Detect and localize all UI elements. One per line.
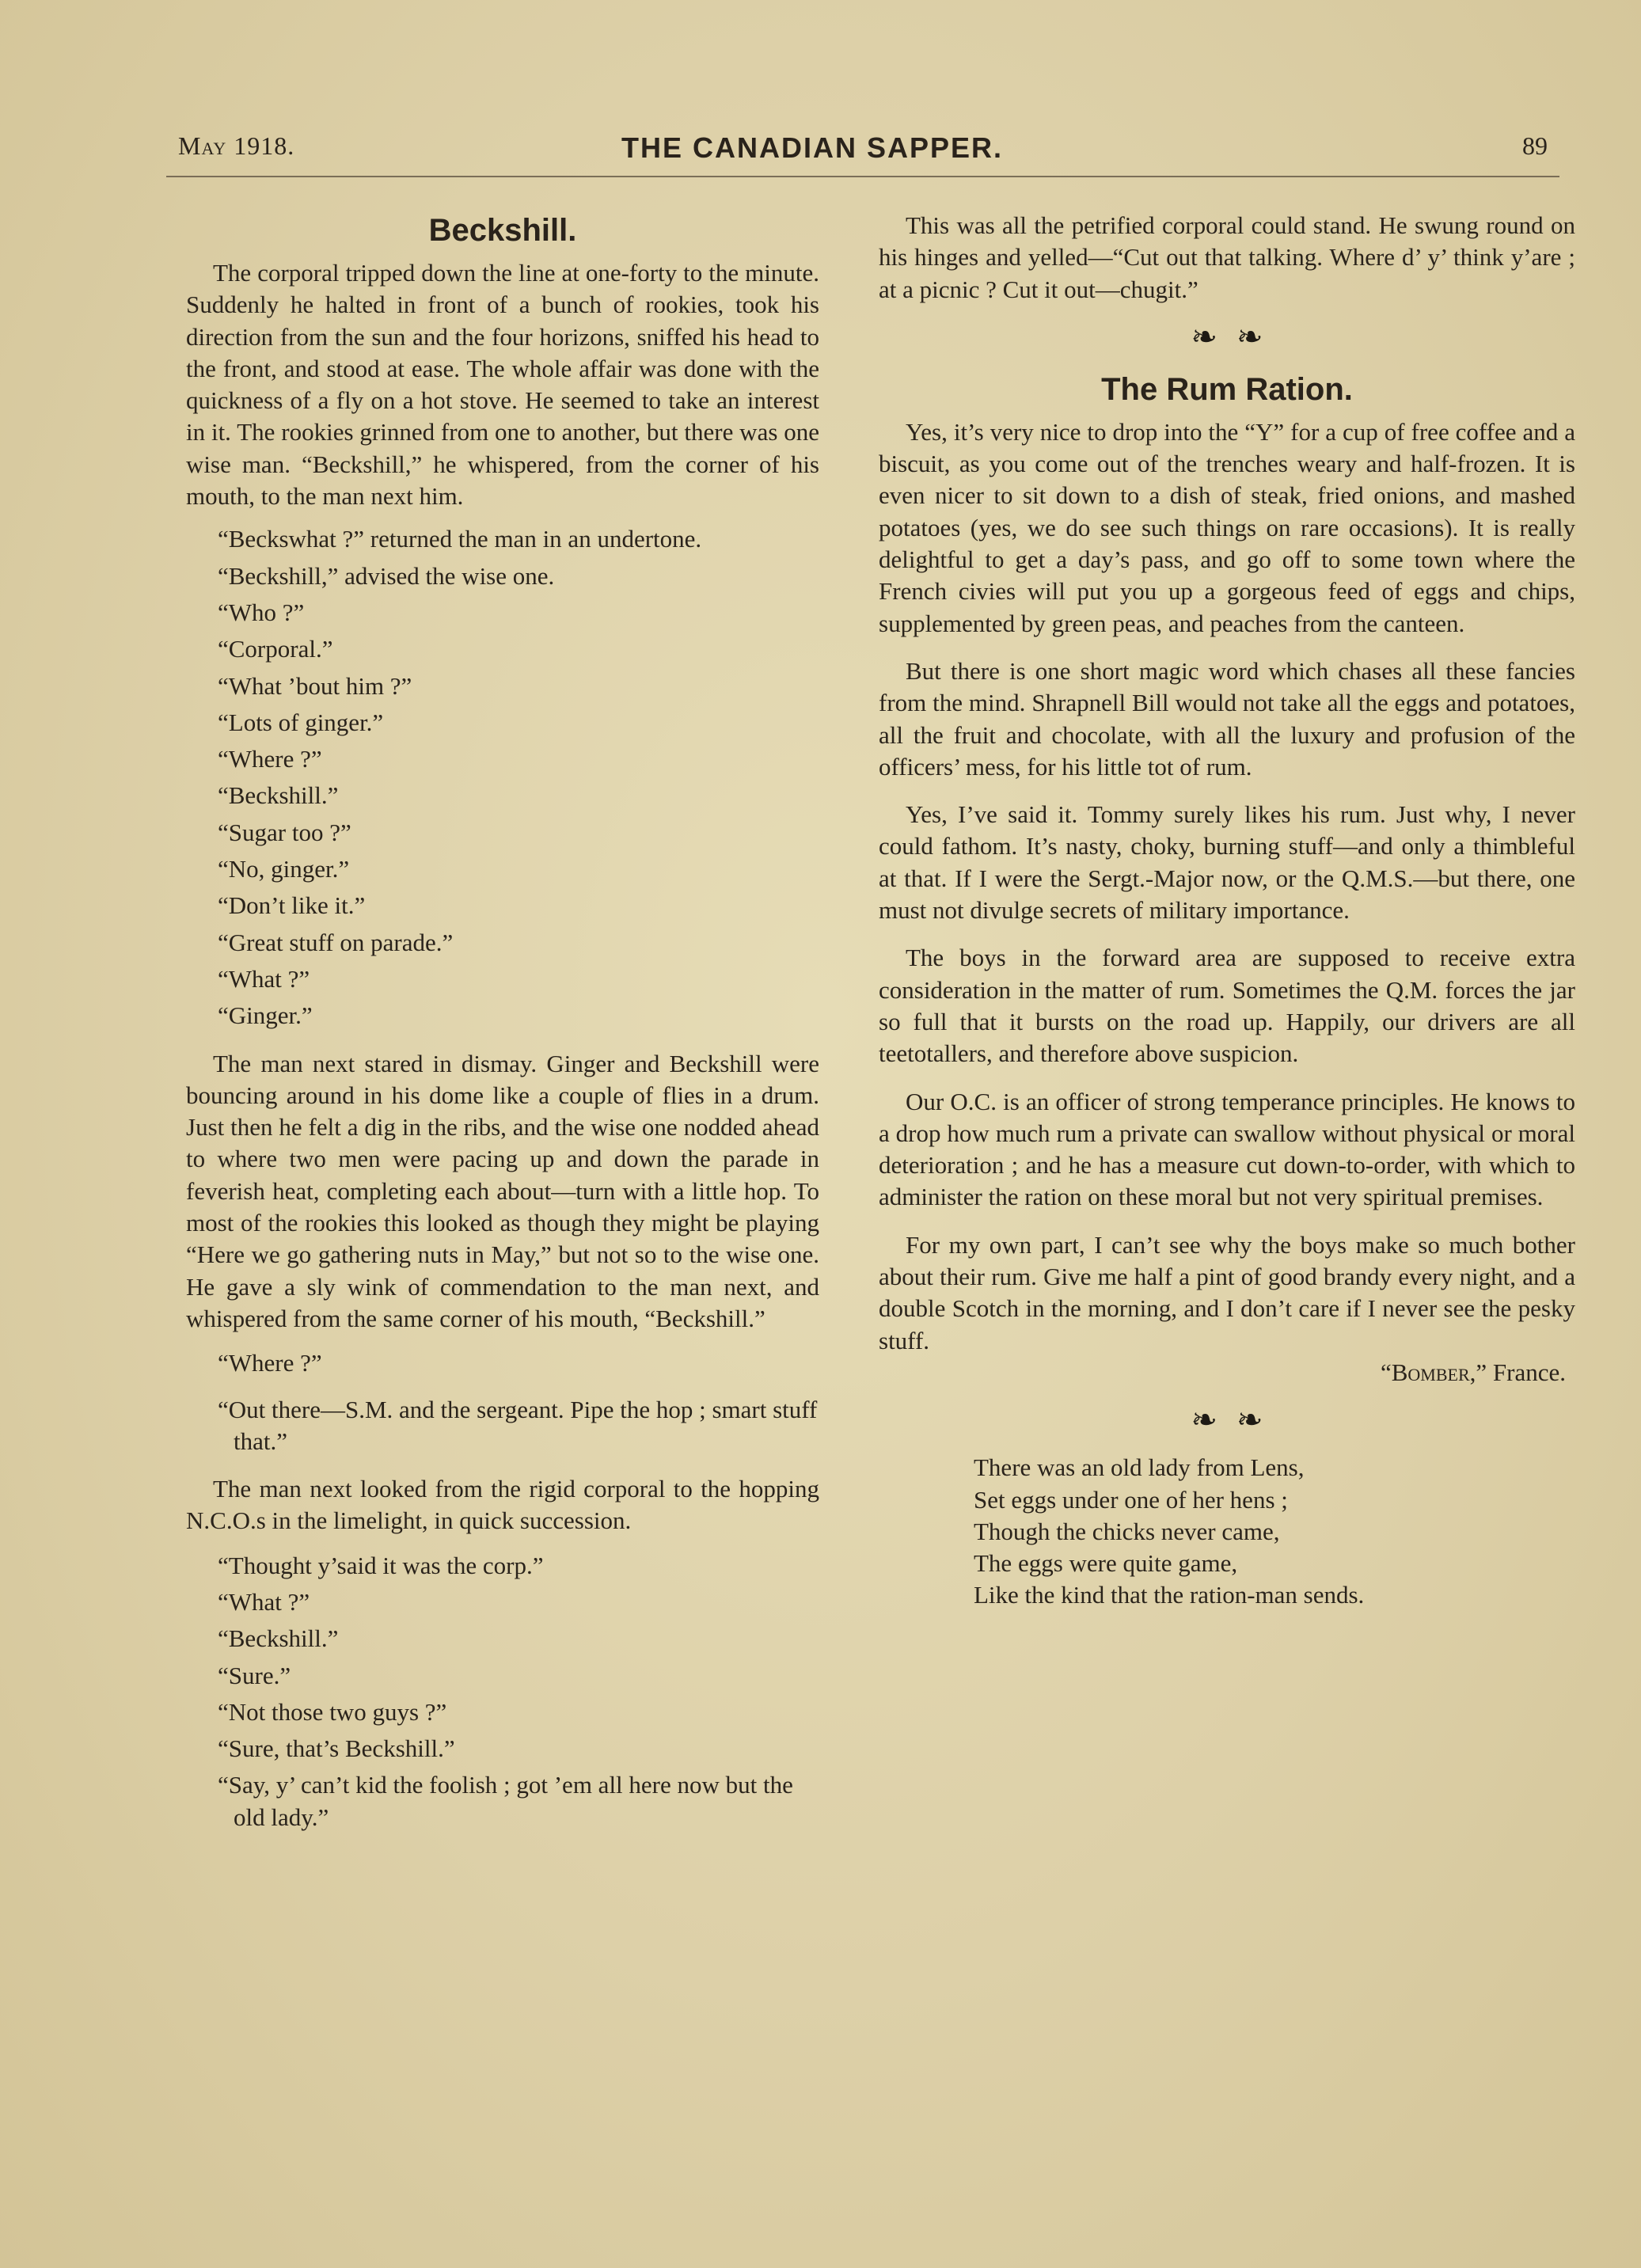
dialogue-line: “Sure.”: [218, 1661, 291, 1689]
beckshill-conclusion: This was all the petrified corporal could stand. He swung round on his hinges and yelled—“Cut out that talking. Where d’ y’ think y’are ; at a picnic ? Cut it out—chugit.”: [879, 211, 1575, 303]
right-column: [879, 210, 1575, 1612]
issue-date: May 1918.: [178, 131, 295, 160]
page-number: 89: [1522, 131, 1548, 160]
fleuron-icon: ❧: [1191, 1402, 1217, 1438]
dialogue-line: “Beckswhat ?” returned the man in an undertone.: [218, 525, 702, 553]
dialogue-block-1: [186, 523, 819, 1031]
left-column: [186, 210, 819, 1838]
fleuron-icon: ❧: [1191, 318, 1217, 355]
dialogue-line: “Don’t like it.”: [218, 891, 366, 920]
rum-ration-paragraph: But there is one short magic word which chases all these fancies from the mind. Shrapnell Bill would not take all the eggs and potatoes, all the fruit and chocolate, with all the luxury and profusion of the officers’ mess, for his little tot of rum.: [879, 656, 1575, 781]
limerick: [879, 1452, 1575, 1611]
rum-ration-paragraph: For my own part, I can’t see why the boys make so much bother about their rum. Give me half a pint of good brandy every night, and a double Scotch in the morning, and I don’t care if I never see the pesky stuff.: [879, 1230, 1575, 1354]
verse-line: Though the chicks never came,: [974, 1517, 1280, 1545]
dialogue-line: “Great stuff on parade.”: [218, 928, 454, 956]
dialogue-line: “Corporal.”: [218, 635, 333, 663]
author-name: “Bomber,”: [1380, 1358, 1487, 1386]
dialogue-line: “Lots of ginger.”: [218, 708, 384, 736]
dialogue-block-2: [186, 1347, 819, 1457]
dialogue-line: “Not those two guys ?”: [218, 1697, 447, 1726]
dialogue-line: “Beckshill.”: [218, 1624, 339, 1653]
dialogue-line: “What ’bout him ?”: [218, 671, 412, 700]
rum-ration-paragraph: Yes, I’ve said it. Tommy surely likes his rum. Just why, I never could fathom. It’s nasty, choky, burning stuff—and only a thimbleful at that. If I were the Sergt.-Major now, or the Q.M.S.—but there, one must not divulge secrets of military importance.: [879, 800, 1575, 925]
author-location: France.: [1492, 1358, 1566, 1386]
dialogue-line: “Out there—S.M. and the sergeant. Pipe the hop ; smart stuff that.”: [218, 1395, 818, 1455]
rum-ration-paragraph: The boys in the forward area are supposed to receive extra consideration in the matter of rum. Sometimes the Q.M. forces the jar so full that it bursts on the road up. Happily, our drivers are all teetotallers, and therefore above suspicion.: [879, 944, 1575, 1068]
beckshill-title: Beckshill.: [428, 213, 577, 248]
dialogue-line: “Sugar too ?”: [218, 818, 351, 846]
author-signature: [879, 1357, 1575, 1389]
fleuron-icon: ❧: [1236, 318, 1263, 355]
fleuron-icon: ❧: [1236, 1402, 1263, 1438]
header-rule: [166, 176, 1559, 177]
section-ornament: [879, 317, 1575, 358]
beckshill-paragraph-2: The man next stared in dismay. Ginger and Beckshill were bouncing around in his dome like a couple of flies in a drum. Just then he felt a dig in the ribs, and the wise one nodded ahead to where two men were pacing up and down the parade in feverish heat, completing each about—turn with a little hop. To most of the rookies this looked as though they might be playing “Here we go gathering nuts in May,” but not so to the wise one. He gave a sly wink of commendation to the man next, and whispered from the same corner of his mouth, “Beckshill.”: [186, 1049, 819, 1332]
dialogue-line: “Where ?”: [218, 1349, 322, 1377]
verse-line: The eggs were quite game,: [974, 1549, 1238, 1578]
dialogue-line: “No, ginger.”: [218, 855, 350, 883]
beckshill-paragraph-1: The corporal tripped down the line at one-forty to the minute. Suddenly he halted in front of a bunch of rookies, took his direction from the sun and the four horizons, sniffed his head to the front, and stood at ease. The whole affair was done with the quickness of a fly on a hot stove. He seemed to take an interest in it. The rookies grinned from one to another, but there was one wise man. “Beckshill,” he whispered, from the corner of his mouth, to the man next him.: [186, 259, 819, 511]
verse-line: Set eggs under one of her hens ;: [974, 1485, 1288, 1514]
dialogue-line: “What ?”: [218, 1587, 310, 1616]
verse-line: There was an old lady from Lens,: [974, 1453, 1305, 1482]
beckshill-paragraph-3: The man next looked from the rigid corporal to the hopping N.C.O.s in the limelight, in quick succession.: [186, 1475, 819, 1535]
rum-ration-paragraph: Yes, it’s very nice to drop into the “Y” for a cup of free coffee and a biscuit, as you come out of the trenches weary and half-frozen. It is even nicer to sit down to a dish of steak, fried onions, and mashed potatoes (yes, we do see such things on rare occasions). It is really delightful to get a day’s pass, and go off to some town where the French civies will put you up a gorgeous feed of eggs and chips, supplemented by green peas, and peaches from the canteen.: [879, 417, 1575, 637]
dialogue-block-3: [186, 1550, 819, 1833]
dialogue-line: “Beckshill.”: [218, 781, 339, 810]
section-ornament: [879, 1400, 1575, 1441]
publication-title: THE CANADIAN SAPPER.: [621, 131, 1004, 164]
verse-line: Like the kind that the ration-man sends.: [974, 1581, 1365, 1609]
dialogue-line: “What ?”: [218, 964, 310, 993]
dialogue-line: “Say, y’ can’t kid the foolish ; got ’em all here now but the old lady.”: [218, 1771, 793, 1831]
dialogue-line: “Who ?”: [218, 598, 305, 626]
page-header: [178, 127, 1548, 174]
dialogue-line: “Where ?”: [218, 745, 322, 773]
rum-ration-title: The Rum Ration.: [1101, 371, 1353, 407]
dialogue-line: “Beckshill,” advised the wise one.: [218, 561, 555, 590]
dialogue-line: “Thought y’said it was the corp.”: [218, 1551, 544, 1579]
dialogue-line: “Sure, that’s Beckshill.”: [218, 1734, 455, 1763]
dialogue-line: “Ginger.”: [218, 1001, 313, 1030]
rum-ration-paragraph: Our O.C. is an officer of strong temperance principles. He knows to a drop how much rum a private can swallow without physical or moral deterioration ; and he has a measure cut down-to-order, with which to administer the ration on these moral but not very spiritual premises.: [879, 1087, 1575, 1211]
